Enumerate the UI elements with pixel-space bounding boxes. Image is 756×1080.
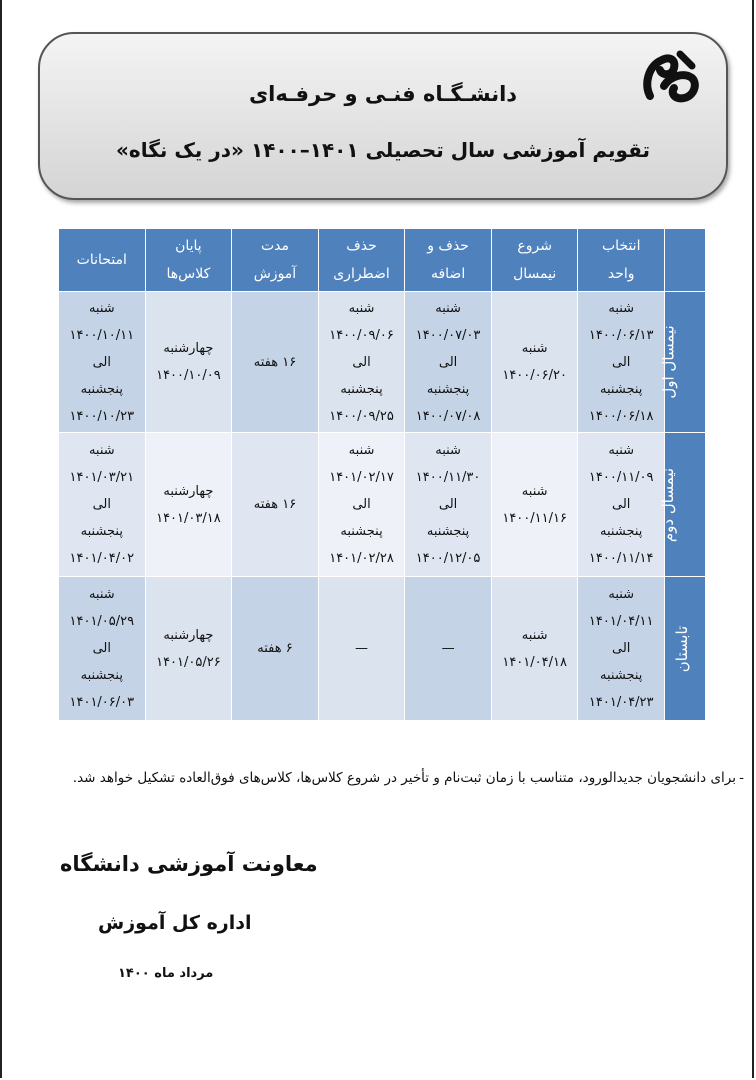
cell-line: ۱۴۰۱/۰۴/۱۸ — [502, 654, 567, 670]
cell-line: ۱۴۰۰/۱۱/۳۰ — [415, 470, 481, 485]
cell-line: الی — [438, 354, 458, 370]
table-cell — [491, 433, 578, 577]
column-header-line: نیمسال — [513, 266, 557, 282]
cell-line: الی — [92, 497, 112, 512]
table-row — [59, 433, 706, 577]
note-paragraph — [36, 762, 744, 794]
column-header-line: کلاس‌ها — [166, 266, 211, 282]
table-cell — [145, 577, 232, 721]
cell-line: الی — [92, 354, 112, 370]
cell-line: ۱۴۰۱/۰۲/۱۷ — [329, 470, 394, 485]
column-header-line: مدت — [260, 238, 289, 254]
table-cell — [318, 577, 405, 721]
cell-line: ۶ هفته — [257, 641, 293, 656]
column-header-line: حذف و — [427, 238, 469, 254]
cell-line: ۱۴۰۱/۰۵/۲۶ — [156, 654, 221, 670]
cell-line: پنجشنبه — [426, 381, 470, 397]
row-header — [659, 292, 706, 433]
row-header-label: تابستان — [672, 625, 691, 672]
column-header-line: اضطراری — [333, 266, 390, 282]
signature-date: مرداد ماه ۱۴۰۰ — [118, 966, 214, 981]
table-cell — [405, 292, 492, 433]
table-cell — [59, 292, 146, 433]
university-name: دانشـگـاه فنـی و حرفـه‌ای — [248, 82, 518, 106]
cell-line: شنبه — [435, 300, 461, 316]
table-cell — [232, 292, 319, 433]
cell-line: ۱۴۰۰/۰۹/۲۵ — [329, 408, 394, 424]
cell-line: ۱۴۰۰/۰۶/۱۳ — [588, 327, 654, 343]
cell-line: ۱۴۰۰/۱۱/۱۶ — [502, 510, 567, 526]
cell-line: ۱۶ هفته — [253, 354, 297, 370]
cell-line: پنجشنبه — [80, 381, 123, 397]
column-header-line: انتخاب — [601, 238, 641, 254]
calendar-title: تقویم آموزشی سال تحصیلی ۱۴۰۱–۱۴۰۰ «در یک نگاه» — [115, 138, 650, 162]
cell-line: پنجشنبه — [426, 524, 470, 539]
dash-mark: — — [355, 641, 369, 656]
row-header-label: نیمسال اول — [659, 325, 678, 399]
cell-line: پنجشنبه — [600, 524, 643, 539]
cell-line: الی — [92, 641, 112, 656]
table-cell — [145, 292, 232, 433]
cell-line: چهارشنبه — [163, 341, 214, 356]
cell-line: ۱۴۰۰/۱۱/۱۴ — [588, 551, 654, 566]
cell-line: پنجشنبه — [80, 668, 123, 683]
table-cell — [232, 577, 319, 721]
cell-line: پنجشنبه — [80, 524, 123, 539]
cell-line: ۱۴۰۰/۱۰/۱۱ — [69, 327, 135, 343]
row-header — [658, 433, 706, 577]
cell-line: شنبه — [521, 483, 548, 499]
cell-line: ۱۴۰۱/۰۶/۰۳ — [69, 695, 135, 710]
cell-line: الی — [352, 354, 371, 370]
column-header-line: واحد — [607, 266, 635, 282]
cell-line: شنبه — [435, 443, 461, 458]
table-row — [59, 577, 706, 721]
cell-line: پنجشنبه — [340, 381, 383, 397]
cell-line: ۱۴۰۰/۰۹/۰۶ — [329, 327, 394, 343]
cell-line: ۱۴۰۱/۰۳/۱۸ — [156, 510, 221, 526]
cell-line: شنبه — [521, 341, 548, 356]
cell-line: ۱۴۰۱/۰۵/۲۹ — [69, 614, 135, 629]
column-header — [145, 229, 232, 292]
column-header — [491, 229, 578, 292]
cell-line: شنبه — [608, 300, 635, 316]
table-cell — [318, 433, 405, 577]
column-header-line: اضافه — [430, 266, 466, 282]
cell-line: ۱۴۰۱/۰۴/۲۳ — [588, 695, 654, 710]
column-header-line: آموزش — [253, 266, 297, 282]
cell-line: الی — [612, 497, 631, 512]
column-header-line: شروع — [517, 238, 552, 254]
cell-line: ۱۴۰۱/۰۲/۲۸ — [329, 551, 394, 566]
cell-line: چهارشنبه — [163, 627, 214, 643]
table-cell — [318, 292, 405, 433]
column-header — [59, 229, 146, 292]
column-header — [405, 229, 492, 292]
table-cell — [405, 577, 492, 721]
cell-line: ۱۴۰۰/۱۲/۰۵ — [415, 551, 481, 566]
cell-line: شنبه — [348, 300, 375, 316]
column-header — [578, 229, 665, 292]
cell-line: ۱۴۰۰/۱۱/۰۹ — [588, 470, 654, 485]
table-cell — [232, 433, 319, 577]
table-header-row — [59, 229, 706, 292]
cell-line: شنبه — [88, 587, 115, 602]
cell-line: پنجشنبه — [340, 524, 383, 539]
cell-line: پنجشنبه — [600, 668, 643, 683]
cell-line: شنبه — [348, 443, 375, 458]
cell-line: الی — [352, 497, 371, 512]
cell-line: پنجشنبه — [600, 381, 643, 397]
cell-line: ۱۴۰۰/۰۷/۰۸ — [415, 408, 481, 424]
column-header — [318, 229, 405, 292]
table-cell — [405, 433, 492, 577]
cell-line: الی — [612, 641, 631, 656]
column-header-line: امتحانات — [76, 252, 127, 268]
cell-line: شنبه — [608, 587, 635, 602]
cell-line: شنبه — [88, 443, 115, 458]
column-header-line: پایان — [175, 238, 202, 254]
signature-office: معاونت آموزشی دانشگاه — [60, 852, 318, 876]
note-text: برای دانشجویان جدیدالورود، متناسب با زمان ثبت‌نام و تأخیر در شروع کلاس‌ها، کلاس‌های فوق‌العاده تشکیل خواهد شد. — [72, 770, 736, 786]
cell-line: شنبه — [521, 627, 548, 643]
table-cell — [578, 577, 665, 721]
signature-department: اداره کل آموزش — [98, 912, 252, 934]
table-cell — [59, 433, 146, 577]
academic-calendar-table — [58, 228, 706, 721]
row-header-label: نیمسال دوم — [658, 467, 677, 542]
note-bullet: - — [739, 770, 744, 786]
table-cell — [491, 292, 578, 433]
cell-line: ۱۴۰۱/۰۴/۰۲ — [69, 551, 135, 566]
column-header-line: حذف — [346, 238, 377, 254]
cell-line: چهارشنبه — [163, 483, 214, 499]
cell-line: شنبه — [608, 443, 635, 458]
cell-line: الی — [438, 497, 458, 512]
cell-line: ۱۴۰۱/۰۴/۱۱ — [588, 614, 654, 629]
cell-line: الی — [612, 354, 631, 370]
dash-mark: — — [441, 641, 455, 656]
cell-line: ۱۴۰۰/۰۷/۰۳ — [415, 327, 481, 343]
cell-line: ۱۴۰۰/۰۶/۱۸ — [588, 408, 654, 424]
cell-line: ۱۴۰۰/۱۰/۲۳ — [69, 408, 135, 424]
cell-line: شنبه — [88, 300, 115, 316]
cell-line: ۱۴۰۰/۱۰/۰۹ — [156, 368, 221, 383]
table-cell — [59, 577, 146, 721]
cell-line: ۱۴۰۱/۰۳/۲۱ — [69, 470, 135, 485]
table-row — [59, 292, 706, 433]
row-header — [665, 577, 706, 721]
table-cell — [145, 433, 232, 577]
column-header — [232, 229, 319, 292]
table-corner — [665, 229, 706, 292]
cell-line: ۱۶ هفته — [253, 497, 297, 512]
header-box — [38, 32, 728, 200]
table-cell — [491, 577, 578, 721]
cell-line: ۱۴۰۰/۰۶/۲۰ — [502, 368, 567, 383]
